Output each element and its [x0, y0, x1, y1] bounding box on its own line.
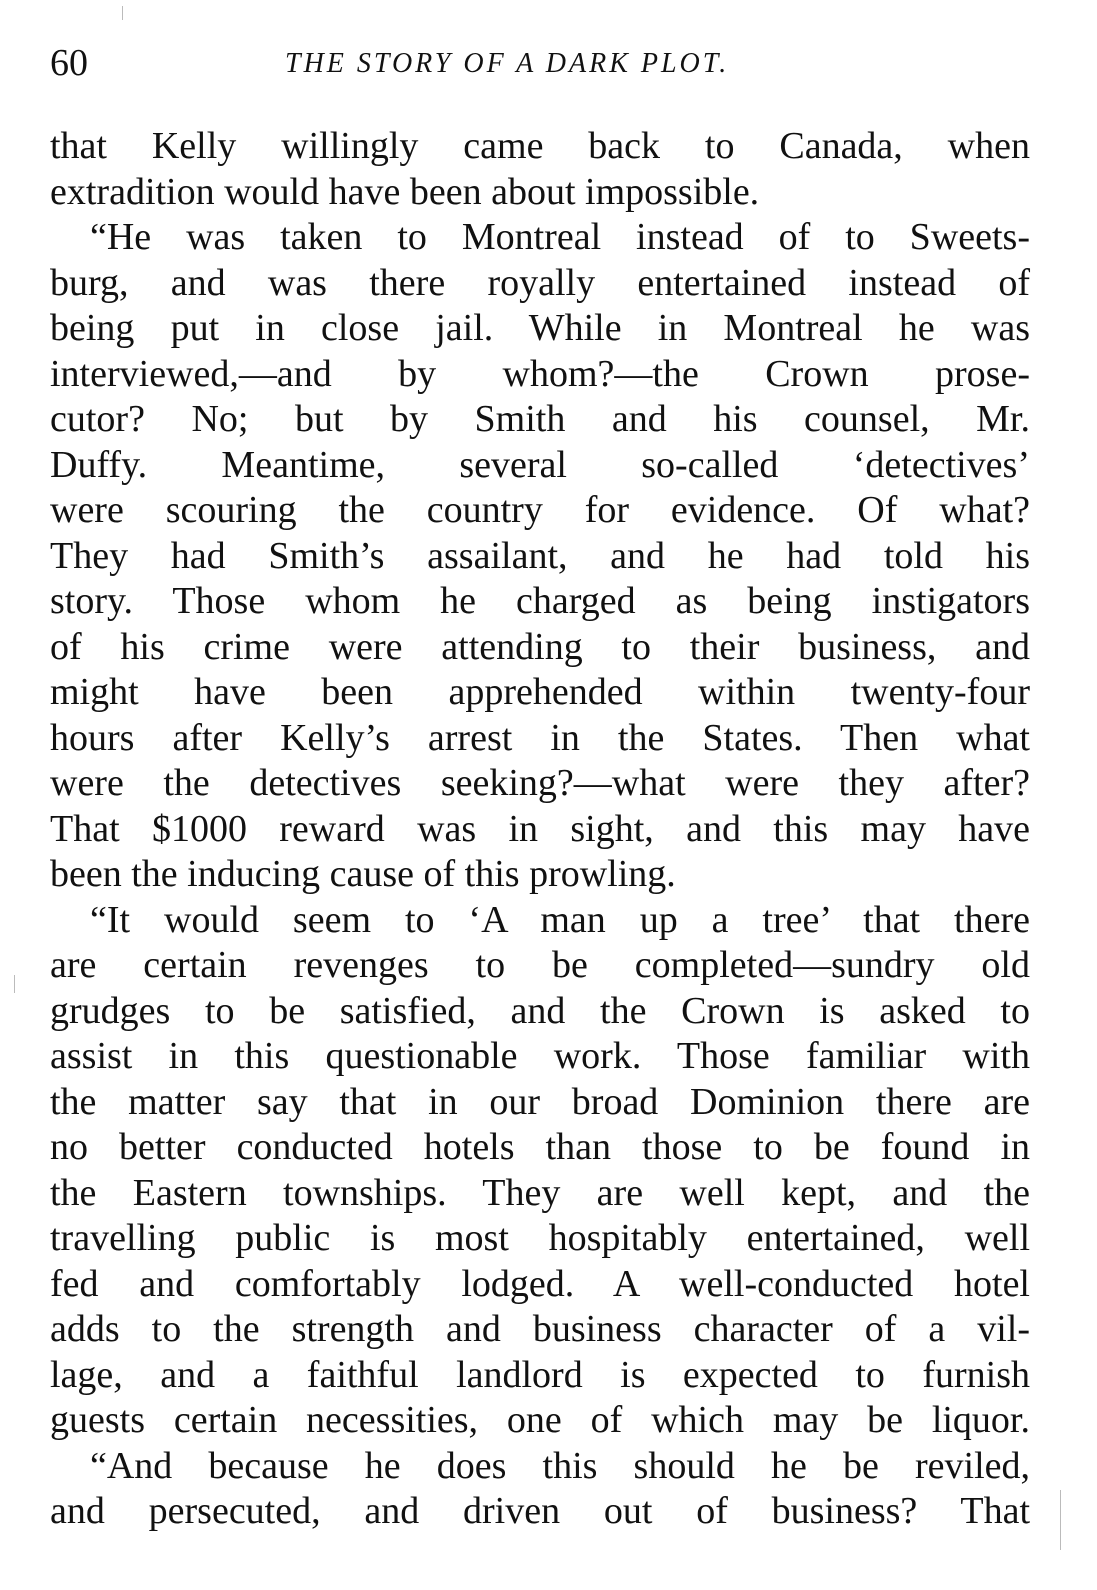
text-line: lage, and a faithful landlord is expected to furnish — [50, 1353, 1030, 1396]
text-line: cutor? No; but by Smith and his counsel, Mr. — [50, 398, 1030, 440]
text-line: of his crime were attending to their business, and — [50, 625, 1030, 668]
paragraph-start-line: “It would seem to ‘A man up a tree’ that there — [90, 898, 1030, 941]
text-line: been the inducing cause of this prowling. — [50, 853, 676, 895]
text-line: being put in close jail. While in Montreal he was — [50, 307, 1030, 349]
scan-margin-mark — [122, 6, 123, 20]
text-line: grudges to be satisfied, and the Crown is asked to — [50, 989, 1030, 1032]
paragraph-start-line: “And because he does this should he be reviled, — [90, 1444, 1030, 1487]
page-number: 60 — [50, 42, 88, 84]
text-line: and persecuted, and driven out of business? That — [50, 1490, 1030, 1532]
text-line: are certain revenges to be completed—sundry old — [50, 944, 1030, 986]
text-line: might have been apprehended within twenty-four — [50, 671, 1030, 713]
text-line: no better conducted hotels than those to be found in — [50, 1126, 1030, 1168]
text-line: adds to the strength and business character of a vil- — [50, 1308, 1030, 1350]
text-line: the matter say that in our broad Dominion there are — [50, 1080, 1030, 1123]
text-line: interviewed,—and by whom?—the Crown prose- — [50, 352, 1030, 395]
text-line: travelling public is most hospitably entertained, well — [50, 1217, 1030, 1259]
text-line: burg, and was there royally entertained instead of — [50, 261, 1030, 304]
paragraph-start-line: “He was taken to Montreal instead of to Sweets- — [90, 216, 1030, 258]
text-line: that Kelly willingly came back to Canada, when — [50, 125, 1030, 167]
text-line: the Eastern townships. They are well kept, and the — [50, 1171, 1030, 1214]
text-line: story. Those whom he charged as being instigators — [50, 580, 1030, 622]
text-line: hours after Kelly’s arrest in the States. Then what — [50, 716, 1030, 759]
text-line: fed and comfortably lodged. A well-conducted hotel — [50, 1262, 1030, 1305]
text-line: were the detectives seeking?—what were they after? — [50, 762, 1030, 804]
text-line: assist in this questionable work. Those familiar with — [50, 1035, 1030, 1077]
text-line: guests certain necessities, one of which may be liquor. — [50, 1399, 1030, 1441]
scan-margin-mark — [1060, 1490, 1061, 1550]
running-title: THE STORY OF A DARK PLOT. — [285, 48, 730, 79]
text-line: were scouring the country for evidence. Of what? — [50, 489, 1030, 531]
text-line: Duffy. Meantime, several so-called ‘detectives’ — [50, 443, 1030, 486]
text-line: That $1000 reward was in sight, and this may have — [50, 807, 1030, 850]
text-line: extradition would have been about impossible. — [50, 170, 760, 213]
page-header — [50, 38, 1030, 88]
text-line: They had Smith’s assailant, and he had told his — [50, 534, 1030, 577]
scan-margin-mark — [14, 975, 15, 993]
body-text — [50, 124, 1030, 1535]
